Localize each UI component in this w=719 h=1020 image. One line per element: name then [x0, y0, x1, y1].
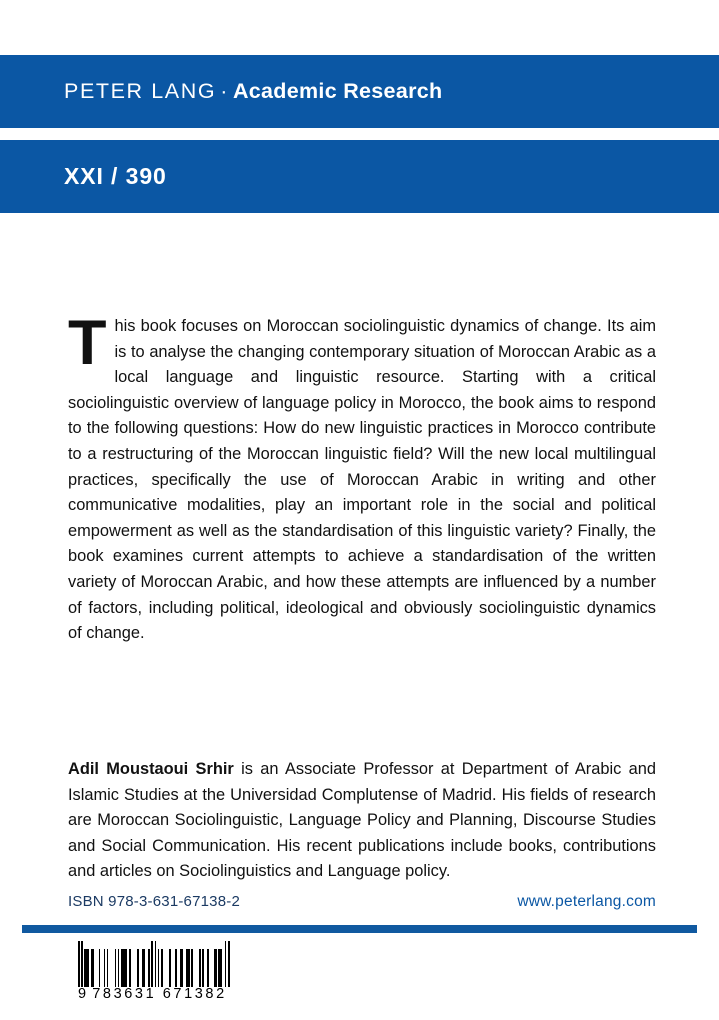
isbn-barcode — [78, 941, 238, 1002]
isbn-text: ISBN 978-3-631-67138-2 — [68, 893, 241, 910]
imprint-subtitle: Academic Research — [232, 78, 443, 103]
imprint-line — [64, 78, 443, 103]
author-bio-text: is an Associate Professor at Department of Arabic and Islamic Studies at the Universidad Complutense of Madrid. His fields of research are Moroccan Sociolinguistic, Language Policy and Planning, Discourse Studies and Social Communication. His recent publications include books, contributions and articles on Sociolinguistics and Language policy. — [68, 760, 656, 881]
barcode-lead-digit: 9 — [78, 986, 87, 1002]
series-band — [0, 140, 719, 213]
imprint-name: PETER LANG — [64, 78, 217, 103]
blurb-text: This book focuses on Moroccan sociolinguistic dynamics of change. Its aim is to analyse the changing contemporary situation of Moroccan Arabic as a local language and linguistic resource. Starting with a critical sociolinguistic overview of language policy in Morocco, the book aims to respond to the following questions: How do new linguistic practices in Morocco contribute to a restructuring of the Moroccan linguistic field? Will the new local multilingual practices, specifically the use of Moroccan Arabic in writing and other communicative modalities, play an important role in the social and political empowerment as well as the standardisation of this linguistic variety? Finally, the book examines current attempts to achieve a standardisation of the written variety of Moroccan Arabic, and how these attempts are influenced by a number of factors, including political, ideological and obviously sociolinguistic dynamics of change. — [68, 308, 656, 643]
footer-rule — [22, 925, 697, 933]
footer-row — [68, 893, 656, 911]
barcode-right-group: 671382 — [162, 986, 227, 1002]
author-name: Adil Moustaoui Srhir — [68, 760, 234, 778]
imprint-band — [0, 55, 719, 128]
publisher-website-link[interactable]: www.peterlang.com — [517, 893, 656, 910]
imprint-separator: · — [220, 78, 228, 103]
series-number: XXI / 390 — [64, 163, 167, 189]
barcode-bars — [78, 941, 230, 987]
barcode-left-group: 783631 — [92, 986, 157, 1002]
author-bio — [68, 757, 656, 885]
barcode-digits — [78, 986, 230, 1002]
